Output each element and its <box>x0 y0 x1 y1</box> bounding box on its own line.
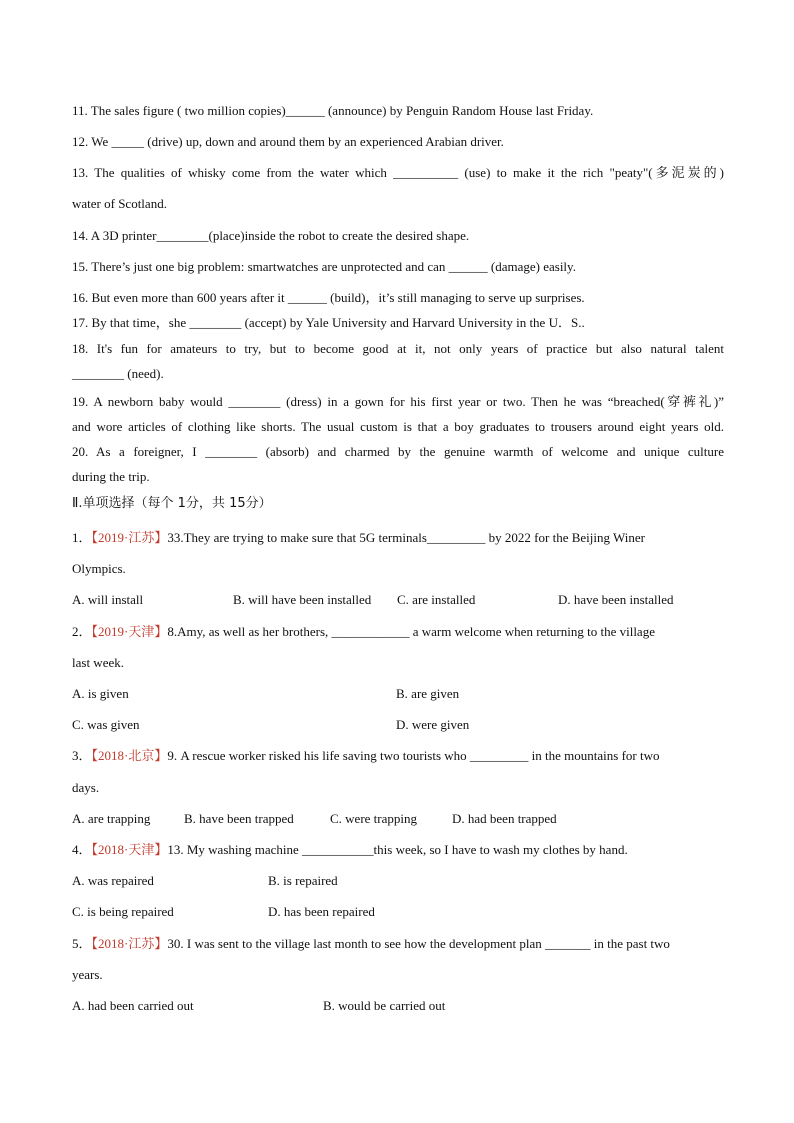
mc-number: 5． <box>72 936 92 951</box>
option-a: A. was repaired <box>72 873 154 888</box>
question-12: 12. We _____ (drive) up, down and around them by an experienced Arabian driver. <box>72 134 504 149</box>
mc-5-stem-cont: years. <box>72 967 103 982</box>
option-d: D. were given <box>396 717 470 732</box>
option-b: B. would be carried out <box>323 998 446 1013</box>
source-tag: 【2018·天津】 <box>91 842 168 857</box>
mc-3-stem-cont: days. <box>72 780 100 795</box>
mc-5-stem <box>72 936 724 952</box>
option-a: A. is given <box>72 686 129 701</box>
question-20-line2: during the trip. <box>72 469 150 484</box>
option-b: B. will have been installed <box>233 592 372 607</box>
question-18-line2: ________ (need). <box>72 366 164 381</box>
option-d: D. had been trapped <box>452 811 557 826</box>
option-c: C. is being repaired <box>72 904 174 919</box>
source-tag: 【2018·江苏】 <box>91 936 168 951</box>
mc-number: 1． <box>72 530 92 545</box>
mc-stem-text: 8.Amy, as well as her brothers, ____________ a warm welcome when returning to the village <box>167 624 655 639</box>
option-b: B. have been trapped <box>184 811 294 826</box>
question-14: 14. A 3D printer________(place)inside the robot to create the desired shape. <box>72 228 470 243</box>
option-a: A. had been carried out <box>72 998 194 1013</box>
mc-number: 2． <box>72 624 92 639</box>
option-c: C. were trapping <box>330 811 418 826</box>
mc-stem-text: 13. My washing machine ___________this week, so I have to wash my clothes by hand. <box>167 842 628 857</box>
question-19-line1: 19. A newborn baby would ________ (dress) in a gown for his first year or two. Then he was “breached(穿裤礼)” <box>72 394 724 409</box>
mc-stem-text: 9. A rescue worker risked his life saving two tourists who _________ in the mountains for two <box>167 748 660 763</box>
mc-2-stem-cont: last week. <box>72 655 124 670</box>
source-tag: 【2018·北京】 <box>91 748 168 763</box>
question-19-line2: and wore articles of clothing like shorts. The usual custom is that a boy graduates to trousers around eight years old. <box>72 419 724 434</box>
question-13-line1: 13. The qualities of whisky come from the water which __________ (use) to make it the rich "peaty"(多泥炭的) <box>72 165 724 180</box>
source-tag: 【2019·天津】 <box>91 624 168 639</box>
option-c: C. was given <box>72 717 140 732</box>
option-a: A. are trapping <box>72 811 151 826</box>
option-b: B. are given <box>396 686 460 701</box>
question-20-line1: 20. As a foreigner, I ________ (absorb) and charmed by the genuine warmth of welcome and unique culture <box>72 444 724 459</box>
mc-1-stem <box>72 530 724 546</box>
question-11: 11. The sales figure ( two million copies)______ (announce) by Penguin Random House last Friday. <box>72 103 594 118</box>
section-heading: Ⅱ.单项选择（每个 1分，共 15分） <box>72 496 272 511</box>
mc-3-stem <box>72 748 724 764</box>
mc-stem-text: 30. I was sent to the village last month to see how the development plan _______ in the past two <box>167 936 670 951</box>
mc-number: 4． <box>72 842 92 857</box>
mc-4-stem <box>72 842 724 858</box>
mc-stem-text: 33.They are trying to make sure that 5G terminals_________ by 2022 for the Beijing Winer <box>167 530 645 545</box>
option-c: C. are installed <box>397 592 476 607</box>
mc-number: 3． <box>72 748 92 763</box>
question-17: 17. By that time，she ________ (accept) by Yale University and Harvard University in the U．S.. <box>72 315 585 330</box>
question-13-line2: water of Scotland. <box>72 196 167 211</box>
mc-2-stem <box>72 624 724 640</box>
question-18-line1: 18. It's fun for amateurs to try, but to become good at it, not only years of practice but also natural talent <box>72 341 724 356</box>
source-tag: 【2019·江苏】 <box>91 530 168 545</box>
mc-1-stem-cont: Olympics. <box>72 561 126 576</box>
option-b: B. is repaired <box>268 873 338 888</box>
option-d: D. has been repaired <box>268 904 375 919</box>
option-d: D. have been installed <box>558 592 674 607</box>
option-a: A. will install <box>72 592 144 607</box>
question-15: 15. There’s just one big problem: smartwatches are unprotected and can ______ (damage) easily. <box>72 259 576 274</box>
question-16: 16. But even more than 600 years after it ______ (build)，it’s still managing to serve up surprises. <box>72 290 585 305</box>
